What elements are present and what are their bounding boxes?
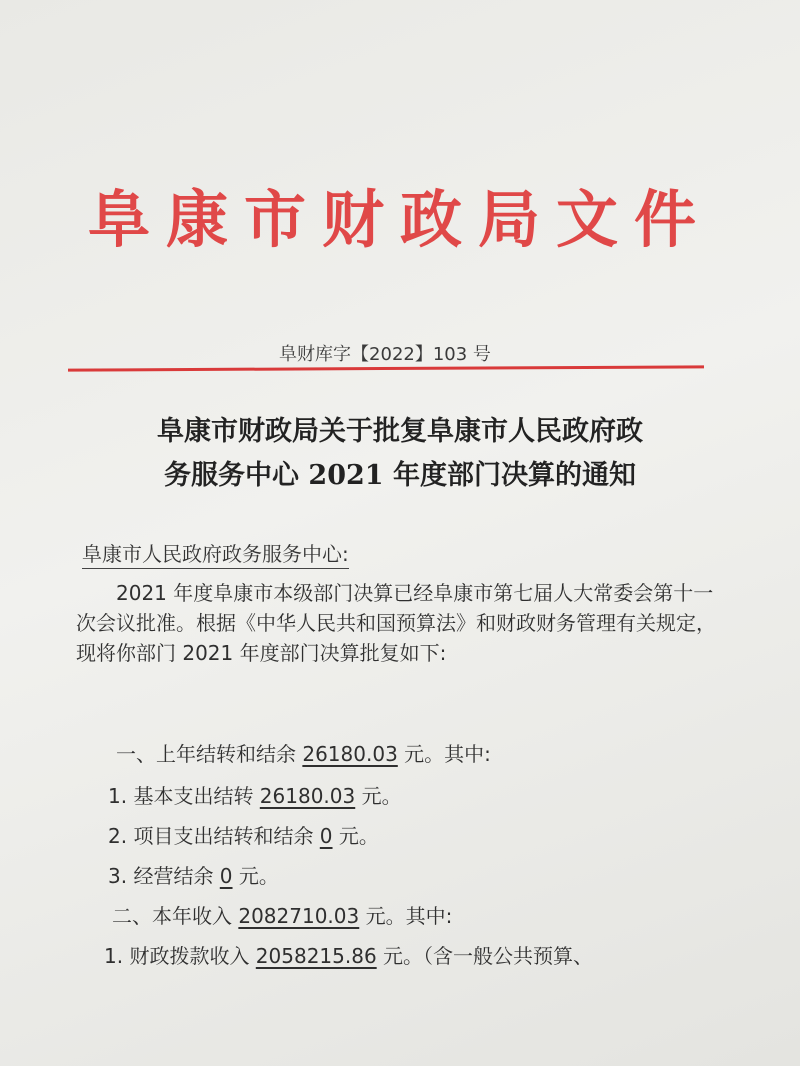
red-divider-line (68, 365, 704, 371)
item-project-carryover (108, 820, 379, 849)
document-title-line-1: 阜康市财政局关于批复阜康市人民政府政 (157, 416, 643, 447)
document-title (60, 410, 740, 498)
item-suffix: 元。 (332, 824, 379, 848)
item-prefix: 1. 基本支出结转 (108, 784, 260, 808)
item-operating-balance (108, 860, 279, 889)
document-title-line-2: 务服务中心 2021 年度部门决算的通知 (164, 460, 636, 491)
intro-paragraph: 2021 年度阜康市本级部门决算已经阜康市第七届人大常委会第十一次会议批准。根据《中华人民共和国预算法》和财政财务管理有关规定，现将你部门 2021 年度部门决算批复如下: (76, 581, 716, 665)
document-header-title: 阜康市财政局文件 (87, 183, 712, 256)
item-value: 26180.03 (302, 742, 398, 766)
item-prefix: 一、上年结转和结余 (116, 742, 303, 766)
item-value: 0 (219, 864, 233, 888)
document-number: 阜财库字【2022】103 号 (279, 344, 491, 365)
item-value: 26180.03 (259, 784, 356, 808)
item-value: 2082710.03 (238, 904, 360, 928)
addressee: 阜康市人民政府政务服务中心: (82, 538, 349, 569)
item-fiscal-appropriation (104, 940, 593, 969)
item-suffix: 元。其中: (359, 904, 453, 928)
item-value: 2058215.86 (255, 944, 377, 968)
item-suffix: 元。（含一般公共预算、 (376, 944, 594, 968)
item-prefix: 二、本年收入 (112, 904, 239, 928)
item-prefix: 1. 财政拨款收入 (104, 944, 256, 968)
item-suffix: 元。 (232, 864, 279, 888)
item-suffix: 元。其中: (397, 742, 491, 766)
item-value: 0 (319, 824, 333, 848)
item-basic-carryover (108, 780, 402, 809)
item-prefix: 3. 经营结余 (108, 864, 220, 888)
item-annual-income (112, 900, 452, 929)
item-prefix: 2. 项目支出结转和结余 (108, 824, 320, 848)
item-suffix: 元。 (355, 784, 402, 808)
item-carryover-total (116, 738, 491, 767)
